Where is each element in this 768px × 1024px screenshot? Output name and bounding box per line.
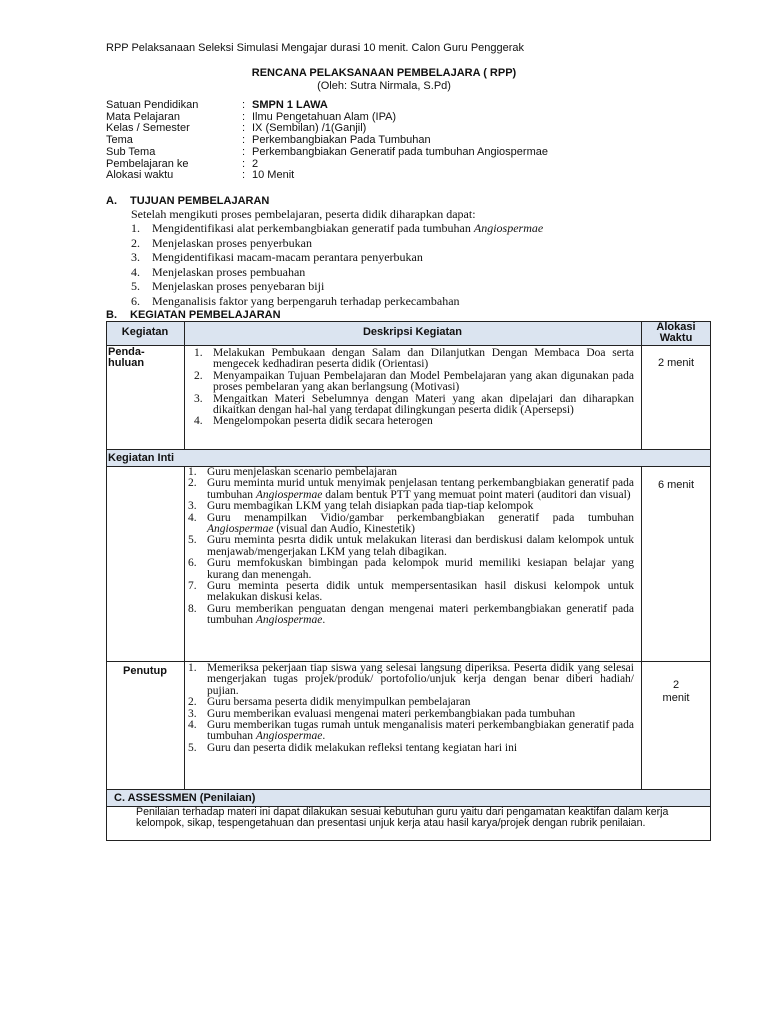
- activity-item: [188, 663, 634, 697]
- identity-value: Ilmu Pengetahuan Alam (IPA): [252, 110, 397, 123]
- goal-number: 2.: [131, 235, 140, 250]
- section-a-letter: A.: [106, 195, 117, 207]
- section-c-title: C. ASSESSMEN (Penilaian): [114, 792, 256, 804]
- activity-number: 5.: [188, 534, 197, 547]
- activity-number: 5.: [188, 741, 197, 754]
- activity-text: Guru memberikan tugas rumah untuk menganalisis materi perkembangbiakan generatif pada tumbuhan Angiospermae.: [207, 719, 634, 743]
- activity-item: [194, 394, 634, 417]
- row-label-inti: Kegiatan Inti: [108, 452, 175, 464]
- identity-key: Tema: [106, 134, 133, 147]
- activity-text: Guru memfokuskan bimbingan pada kelompok murid memiliki kesiapan belajar yang kurang dan menengah.: [207, 557, 634, 581]
- activity-item: [188, 581, 634, 604]
- identity-sep: :: [242, 134, 246, 147]
- activity-item: [188, 743, 634, 754]
- goal-text: Menjelaskan proses pembuahan: [152, 264, 306, 279]
- goal-item: [131, 294, 543, 309]
- italic-term: Angiospermae: [255, 488, 323, 501]
- activity-item: [188, 720, 634, 743]
- identity-row: [106, 170, 548, 182]
- section-b-heading: [106, 309, 281, 321]
- italic-term: Angiospermae: [255, 614, 323, 627]
- goal-text: Mengidentifikasi alat perkembangbiakan generatif pada tumbuhan: [152, 221, 474, 235]
- activity-text: Menyampaikan Tujuan Pembelajaran dan Model Pembelajaran yang akan digunakan pada proses pembelaran yang akan berlangsung (Motivasi): [213, 369, 634, 394]
- identity-value: 2: [252, 157, 259, 170]
- activity-item: [188, 513, 634, 536]
- activity-number: 2.: [194, 369, 203, 382]
- section-a-title: TUJUAN PEMBELAJARAN: [130, 195, 270, 207]
- row-label-line: Penda-: [108, 346, 145, 358]
- activity-item: [188, 697, 634, 708]
- activity-item: [194, 371, 634, 394]
- section-b-title: KEGIATAN PEMBELAJARAN: [130, 309, 281, 321]
- goal-number: 1.: [131, 221, 140, 235]
- activity-number: 2.: [188, 477, 197, 490]
- identity-sep: :: [242, 110, 246, 123]
- activity-number: 1.: [188, 662, 197, 674]
- activity-item: [188, 535, 634, 558]
- table-rule: [184, 466, 185, 789]
- activity-item: [188, 478, 634, 501]
- activity-text: Mengelompokan peserta didik secara heterogen: [213, 415, 433, 428]
- identity-sep: :: [242, 157, 246, 170]
- activity-text: Guru meminta pesrta didik untuk melakukan literasi dan berdiskusi dalam kelompok untuk menjawab/mengerjakan LKM yang telah dibagikan.: [207, 534, 634, 558]
- identity-row: [106, 147, 548, 159]
- penutup-list: [188, 663, 634, 754]
- activity-text: Guru menjelaskan scenario pembelajaran: [207, 466, 397, 478]
- activities-table: [106, 321, 711, 841]
- goal-number: 6.: [131, 293, 140, 308]
- identity-key: Mata Pelajaran: [106, 110, 180, 123]
- goal-item: [131, 236, 543, 251]
- activity-number: 3.: [194, 392, 203, 405]
- table-rule: [106, 321, 711, 322]
- document-subtitle: (Oleh: Sutra Nirmala, S.Pd): [317, 80, 451, 92]
- goal-item: [131, 221, 543, 236]
- activity-text: Guru memberikan penguatan dengan mengenai materi perkembangbiakan generatif pada tumbuhan Angiospermae.: [207, 602, 634, 627]
- activity-item: [188, 558, 634, 581]
- identity-block: [106, 100, 548, 182]
- pendahuluan-time: 2 menit: [657, 357, 695, 369]
- col-header-kegiatan: Kegiatan: [121, 326, 169, 338]
- identity-value: IX (Sembilan) /1(Ganjil): [252, 122, 367, 135]
- italic-term: Angiospermae: [255, 730, 323, 743]
- activity-number: 1.: [194, 347, 203, 359]
- activity-text: Guru membagikan LKM yang telah disiapkan pada tiap-tiap kelompok: [207, 500, 534, 513]
- identity-sep: :: [242, 145, 246, 158]
- goal-text-italic: Angiospermae: [473, 221, 544, 235]
- identity-sep: :: [242, 122, 246, 135]
- activity-item: [188, 501, 634, 512]
- table-rule: [106, 345, 711, 346]
- goal-number: 3.: [131, 250, 140, 265]
- activity-text: Guru meminta peserta didik untuk mempersentasikan hasil diskusi kelompok untuk melakukan diskusi kelas.: [207, 580, 634, 604]
- col-header-alokasi: [641, 322, 711, 344]
- table-rule: [106, 840, 711, 841]
- activity-number: 4.: [188, 511, 197, 524]
- document-header-line: RPP Pelaksanaan Seleksi Simulasi Mengajar durasi 10 menit. Calon Guru Penggerak: [106, 42, 525, 54]
- activity-text: Memeriksa pekerjaan tiap siswa yang selesai langsung diperiksa. Peserta didik yang selesai mengerjakan tugas projek/produk/ portofolio/unjuk kerja dengan benar diberi hadiah/ pujian.: [207, 662, 634, 697]
- identity-row: [106, 100, 548, 112]
- penutup-time-line2: menit: [662, 692, 690, 704]
- row-label-penutup: Penutup: [123, 665, 167, 677]
- activity-text: Melakukan Pembukaan dengan Salam dan Dilanjutkan Dengan Membaca Doa serta mengecek kedhadiran peserta didik (Orientasi): [213, 347, 634, 371]
- goal-text: Menjelaskan proses penyebaran biji: [152, 279, 325, 294]
- goal-number: 5.: [131, 279, 140, 294]
- activity-text: Guru menampilkan Vidio/gambar perkembangbiakan generatif pada tumbuhan Angiospermae (visual dan Audio, Kinestetik): [207, 511, 634, 536]
- table-rule: [106, 449, 711, 450]
- pendahuluan-list: [194, 348, 634, 428]
- identity-value: SMPN 1 LAWA: [252, 99, 328, 111]
- identity-key: Pembelajaran ke: [106, 157, 189, 170]
- activity-text: Mengaitkan Materi Sebelumnya dengan Materi yang akan dipelajari dan diharapkan dikaitkan dengan hal-hal yang terdapat dilingkungan peserta didik (Apersepsi): [213, 392, 634, 417]
- italic-term: Angiospermae: [207, 523, 274, 536]
- identity-value: Perkembangbiakan Generatif pada tumbuhan Angiospermae: [252, 145, 548, 158]
- identity-key: Kelas / Semester: [106, 122, 190, 135]
- section-b-letter: B.: [106, 309, 117, 321]
- row-label-line: huluan: [108, 357, 145, 369]
- activity-text: Guru memberikan evaluasi mengenai materi perkembangbiakan pada tumbuhan: [207, 707, 576, 720]
- goal-number: 4.: [131, 264, 140, 279]
- col-header-alokasi-line1: Alokasi: [656, 321, 696, 333]
- table-rule: [184, 321, 185, 449]
- penutup-time: [641, 679, 711, 705]
- table-rule: [106, 321, 107, 841]
- row-label-pendahuluan: [108, 347, 145, 369]
- activity-number: 6.: [188, 557, 197, 570]
- identity-value: 10 Menit: [252, 169, 295, 182]
- section-c-text: Penilaian terhadap materi ini dapat dilakukan sesuai kebutuhan guru yaitu dari pengamatan keaktifan dalam kerja kelompok, sikap, tespengetahuan dan presentasi unjuk kerja atau hasil karya/projek dengan rubrik penilaian.: [136, 806, 669, 829]
- activity-number: 3.: [188, 500, 197, 513]
- identity-key: Alokasi waktu: [106, 169, 174, 182]
- identity-key: Satuan Pendidikan: [106, 99, 199, 111]
- activity-number: 7.: [188, 580, 197, 593]
- activity-number: 1.: [188, 466, 197, 478]
- goal-item: [131, 250, 543, 265]
- col-header-deskripsi: Deskripsi Kegiatan: [362, 326, 463, 338]
- activity-number: 3.: [188, 707, 197, 720]
- inti-row-bg: [106, 449, 711, 466]
- activity-text: Guru dan peserta didik melakukan refleksi tentang kegiatan hari ini: [207, 741, 518, 754]
- col-header-alokasi-line2: Waktu: [659, 332, 693, 344]
- table-rule: [710, 321, 711, 841]
- section-a-heading: [106, 195, 269, 207]
- inti-time: 6 menit: [657, 479, 695, 491]
- activity-text: Guru meminta murid untuk menyimak penjelasan tentang perkembangbiakan generatif pada tumbuhan Angiospermae dalam bentuk PTT yang memuat point materi (auditori dan visual): [207, 477, 634, 501]
- activity-number: 8.: [188, 602, 197, 615]
- table-rule: [106, 789, 711, 790]
- goal-item: [131, 265, 543, 280]
- identity-value: Perkembangbiakan Pada Tumbuhan: [252, 134, 431, 147]
- activity-item: [188, 604, 634, 627]
- table-rule: [641, 466, 642, 789]
- inti-list: [188, 467, 634, 627]
- activity-number: 2.: [188, 696, 197, 709]
- penutup-time-line1: 2: [672, 679, 680, 691]
- activity-number: 4.: [188, 719, 197, 732]
- goal-text: Menjelaskan proses penyerbukan: [152, 235, 312, 250]
- goal-item: [131, 279, 543, 294]
- identity-sep: :: [242, 169, 246, 182]
- activity-text: Guru bersama peserta didik menyimpulkan pembelajaran: [207, 696, 471, 709]
- identity-sep: :: [242, 99, 246, 111]
- activity-item: [194, 348, 634, 371]
- goal-text: Mengidentifikasi macam-macam perantara penyerbukan: [152, 250, 423, 265]
- goal-text: Menganalisis faktor yang berpengaruh terhadap perkecambahan: [152, 293, 460, 308]
- identity-key: Sub Tema: [106, 145, 156, 158]
- document-title: RENCANA PELAKSANAAN PEMBELAJARA ( RPP): [251, 67, 517, 79]
- activity-number: 4.: [194, 415, 203, 428]
- activity-item: [194, 416, 634, 427]
- goals-list: [131, 221, 543, 309]
- section-a-intro: Setelah mengikuti proses pembelajaran, peserta didik diharapkan dapat:: [131, 207, 476, 221]
